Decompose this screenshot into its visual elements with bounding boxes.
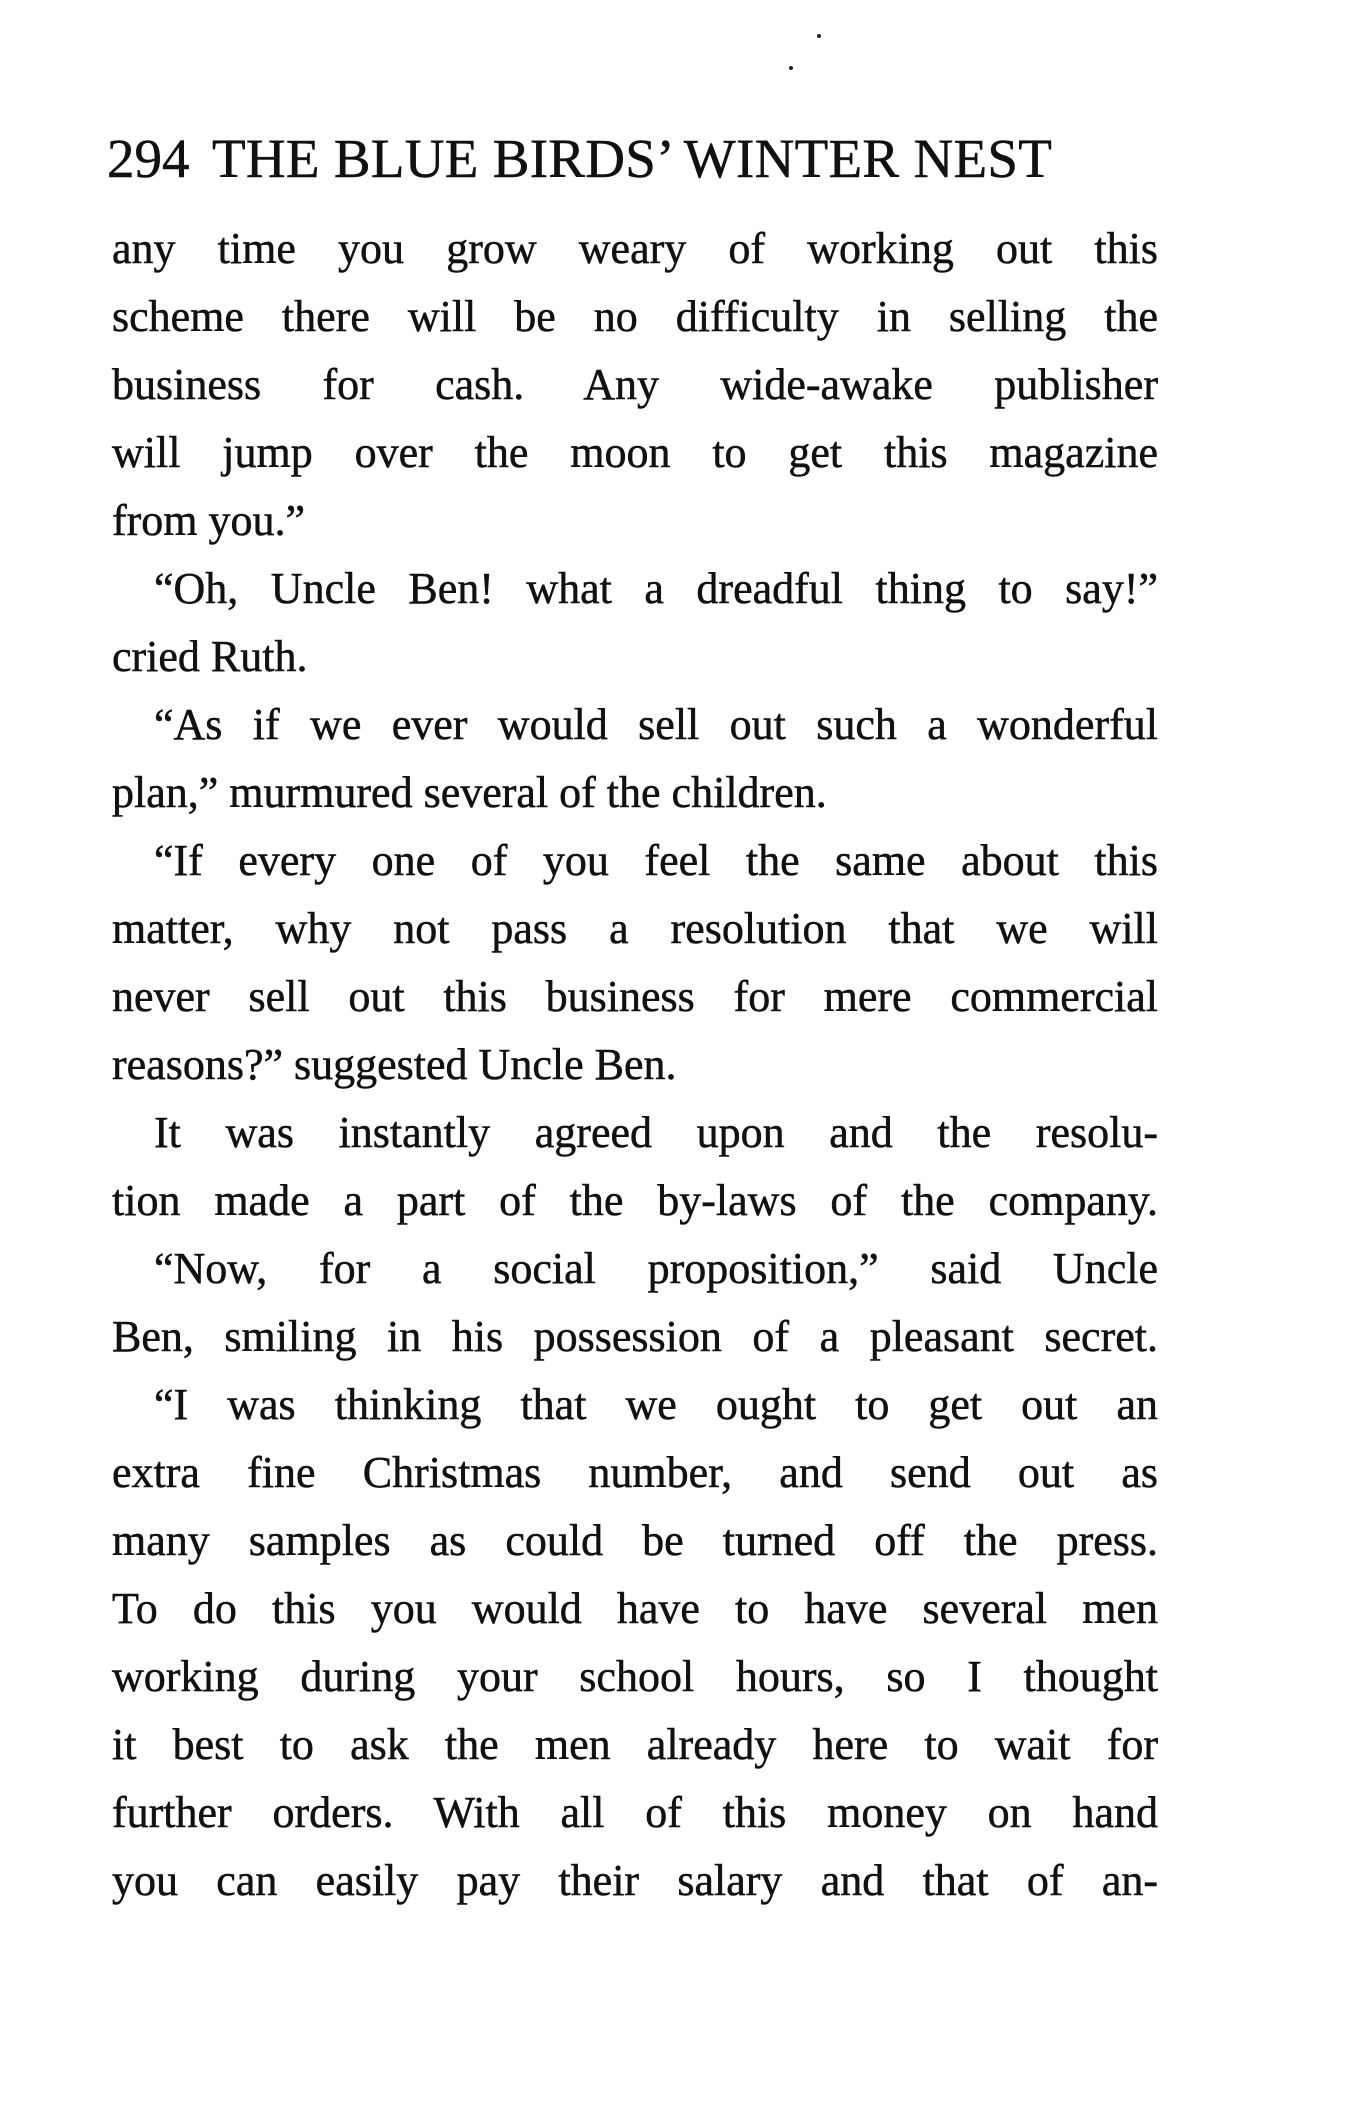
text-line: To do this you would have to have several men — [112, 1584, 1158, 1633]
text-line: It was instantly agreed upon and the resolu- — [154, 1108, 1158, 1157]
text-line: scheme there will be no difficulty in selling the — [112, 292, 1158, 341]
text-line: “As if we ever would sell out such a wonderful — [154, 700, 1158, 749]
text-line: never sell out this business for mere commercial — [112, 972, 1158, 1021]
scan-speck — [817, 34, 821, 38]
text-line: matter, why not pass a resolution that we will — [112, 904, 1158, 953]
text-line: tion made a part of the by-laws of the company. — [112, 1176, 1158, 1225]
text-line: any time you grow weary of working out this — [112, 224, 1158, 273]
text-line: you can easily pay their salary and that of an- — [112, 1856, 1158, 1905]
text-line: “If every one of you feel the same about this — [154, 836, 1158, 885]
page-text — [112, 215, 1158, 1915]
text-line: from you.” — [112, 496, 306, 545]
scan-speck — [789, 66, 793, 70]
text-line: business for cash. Any wide-awake publisher — [112, 360, 1158, 409]
text-line: will jump over the moon to get this magazine — [112, 428, 1158, 477]
text-line: plan,” murmured several of the children. — [112, 768, 827, 817]
text-line: “I was thinking that we ought to get out an — [154, 1380, 1158, 1429]
text-line: it best to ask the men already here to wait for — [112, 1720, 1158, 1769]
text-line: “Now, for a social proposition,” said Uncle — [154, 1244, 1158, 1293]
text-line: “Oh, Uncle Ben! what a dreadful thing to say!” — [154, 564, 1158, 613]
text-line: working during your school hours, so I thought — [112, 1652, 1158, 1701]
page-number: 294 — [107, 128, 190, 189]
running-title: THE BLUE BIRDS’ WINTER NEST — [212, 128, 1053, 189]
text-line: Ben, smiling in his possession of a pleasant secret. — [112, 1312, 1158, 1361]
text-line: extra fine Christmas number, and send out as — [112, 1448, 1158, 1497]
text-line: reasons?” suggested Uncle Ben. — [112, 1040, 677, 1089]
text-line: cried Ruth. — [112, 632, 308, 681]
text-line: further orders. With all of this money on hand — [112, 1788, 1158, 1837]
text-line: many samples as could be turned off the press. — [112, 1516, 1158, 1565]
